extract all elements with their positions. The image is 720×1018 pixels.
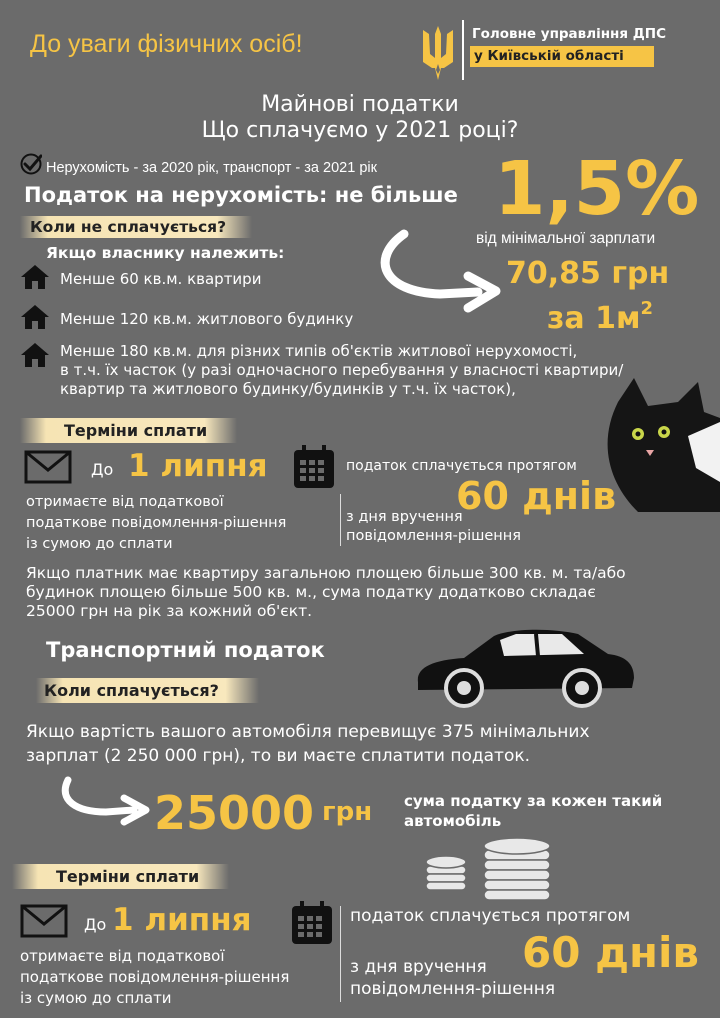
exemption-item-3: Менше 180 кв.м. для різних типів об'єктів житлової нерухомості, в т.ч. їх часток (у разі одночасного перебування у власності квартири/ квартир та житлового будинку/будинків у т.ч. їх часток), xyxy=(60,342,624,398)
deadline-prefix: До xyxy=(91,460,114,479)
large-property-note: Якщо платник має квартиру загальною площею більше 300 кв. м. та/або будинок площею більше 500 кв. м., сума податку додатково складає 25000 грн на рік за кожний об'єкт. xyxy=(26,564,626,620)
org-name-line1: Головне управління ДПС xyxy=(472,26,666,42)
house-icon xyxy=(20,264,50,290)
transport-terms-label: Терміни сплати xyxy=(12,864,229,889)
deadline-date: 1 липня xyxy=(128,448,268,484)
transport-tax-description: сума податку за кожен такий автомобіль xyxy=(404,792,663,830)
pay-within-text: податок сплачується протягом xyxy=(350,906,631,926)
when-paid-label: Коли сплачується? xyxy=(36,678,259,703)
from-day-text: з дня вручення повідомлення-рішення xyxy=(346,509,521,544)
rate-per-sqm: 70,85 грн xyxy=(506,256,670,291)
coins-icon xyxy=(420,836,560,902)
transport-tax-amount: 25000 xyxy=(154,786,315,840)
terms-divider xyxy=(340,906,341,1002)
if-owner-label: Якщо власнику належить: xyxy=(46,244,285,262)
attention-heading: До уваги фізичних осіб! xyxy=(30,30,303,58)
terms-divider xyxy=(340,494,341,546)
exemption-item-2: Менше 120 кв.м. житлового будинку xyxy=(60,310,354,328)
trident-icon xyxy=(420,24,456,82)
house-icon xyxy=(20,342,50,368)
curved-arrow-icon xyxy=(370,228,510,318)
calendar-icon xyxy=(290,900,334,946)
property-tax-heading: Податок на нерухомість: не більше xyxy=(24,183,458,207)
notice-receive-text: отримаєте від податкової податкове повідомлення-рішення із сумою до сплати xyxy=(26,494,287,552)
envelope-icon xyxy=(20,904,68,938)
deadline-prefix: До xyxy=(84,915,107,934)
exemption-item-1: Менше 60 кв.м. квартири xyxy=(60,270,262,288)
deadline-date: 1 липня xyxy=(112,902,252,938)
when-not-paid-label: Коли не сплачується? xyxy=(20,216,252,238)
payment-terms-label: Терміни сплати xyxy=(20,418,237,443)
house-icon xyxy=(20,304,50,330)
transport-tax-heading: Транспортний податок xyxy=(46,638,325,662)
transport-condition: Якщо вартість вашого автомобіля перевищує 375 мінімальних зарплат (2 250 000 грн), то ви маєте сплатити податок. xyxy=(26,722,590,766)
org-name-line2: у Київській області xyxy=(470,46,654,67)
periods-note: Нерухомість - за 2020 рік, транспорт - за 2021 рік xyxy=(46,160,377,176)
pay-within-text: податок сплачується протягом xyxy=(346,458,577,474)
rate-unit: за $1м^2$ xyxy=(547,298,654,336)
calendar-icon xyxy=(292,444,336,490)
notice-receive-text: отримаєте від податкової податкове повідомлення-рішення із сумою до сплати xyxy=(20,947,290,1007)
checkmark-icon xyxy=(20,153,42,175)
main-title: Майнові податки xyxy=(261,92,459,117)
cat-image xyxy=(598,372,720,512)
payment-days: 60 днів xyxy=(522,928,699,977)
envelope-icon xyxy=(24,450,72,484)
tax-rate-percent: 1,5% xyxy=(494,146,700,232)
from-day-text: з дня вручення повідомлення-рішення xyxy=(350,957,556,999)
header-divider xyxy=(462,20,464,80)
main-subtitle: Що сплачуємо у 2021 році? xyxy=(201,118,519,143)
rate-basis-note: від мінімальної зарплати xyxy=(476,230,656,247)
payment-days: 60 днів xyxy=(456,474,617,518)
curved-arrow-icon xyxy=(58,776,152,832)
car-image xyxy=(412,620,638,712)
transport-tax-currency: грн xyxy=(322,797,373,827)
